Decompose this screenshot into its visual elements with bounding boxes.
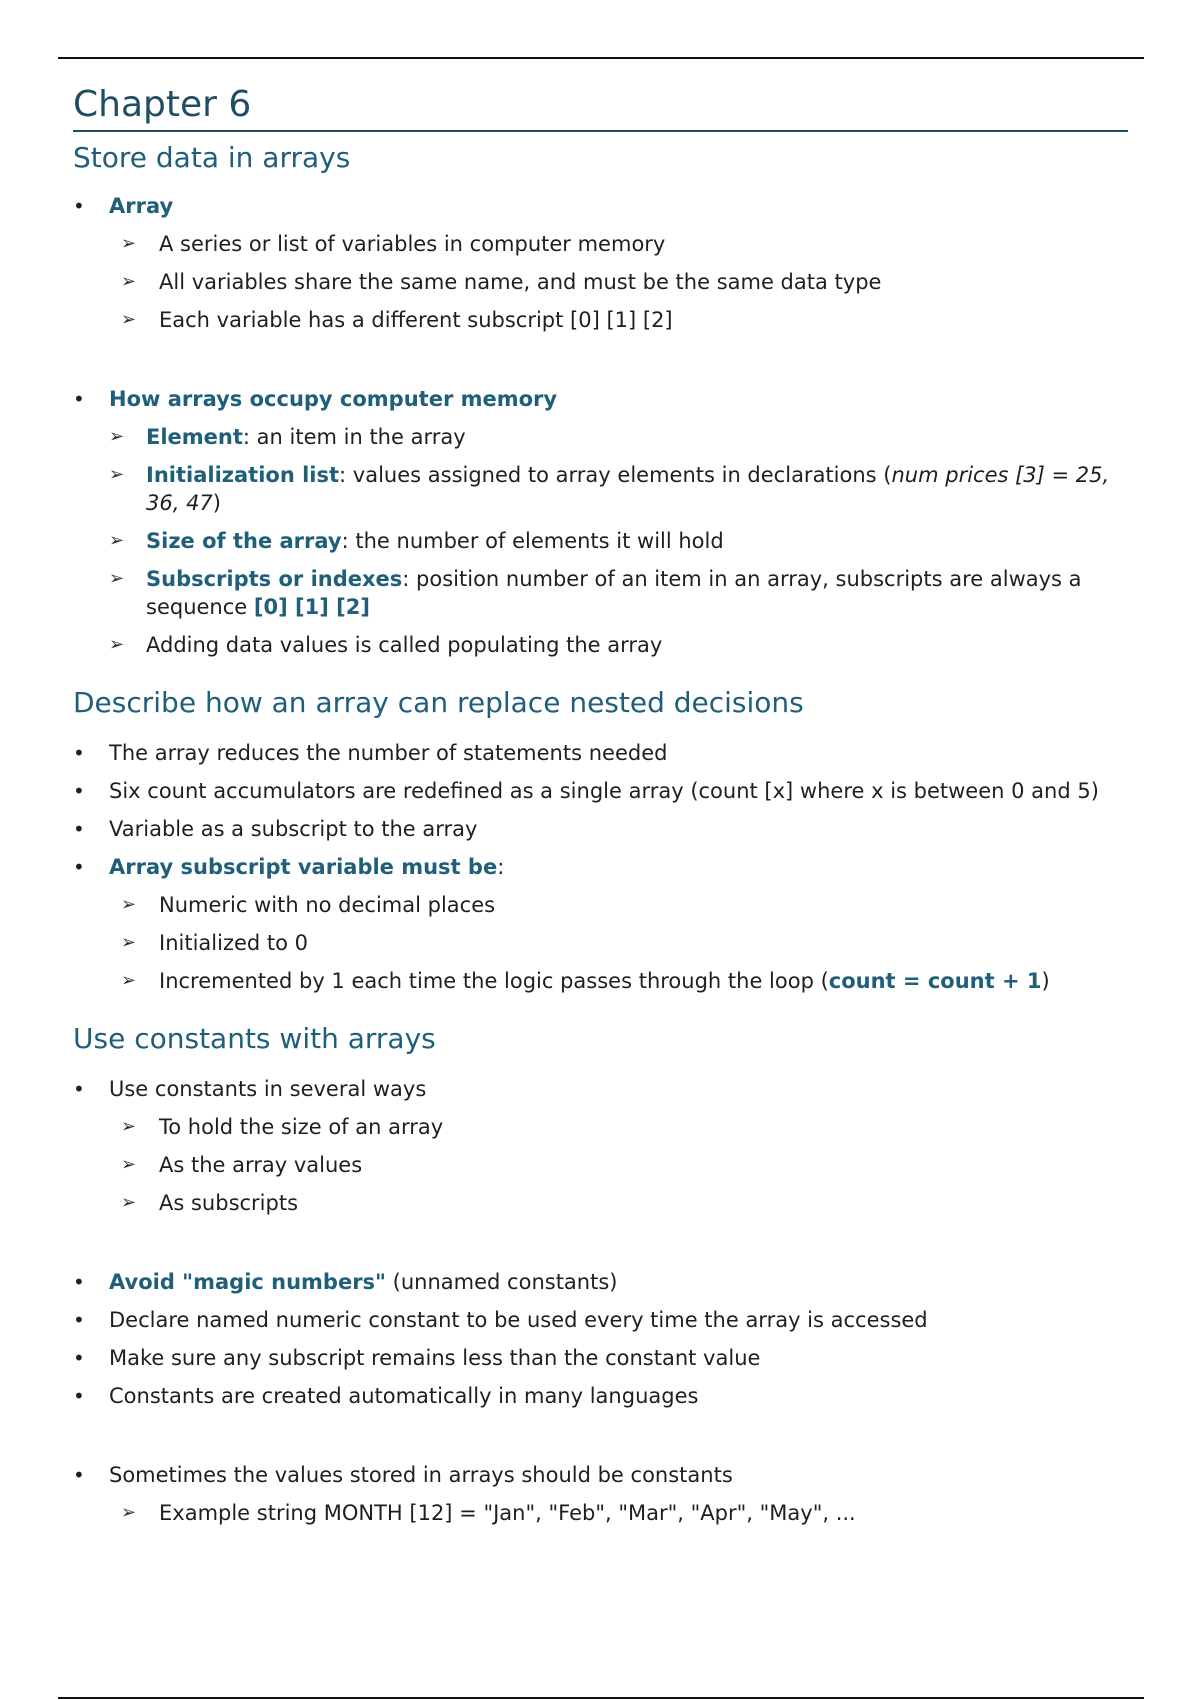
ways-text: Use constants in several ways bbox=[109, 1077, 427, 1101]
sometimes-list bbox=[73, 1461, 1128, 1489]
nested-item-3 bbox=[73, 815, 1128, 843]
must-colon: : bbox=[497, 855, 505, 879]
must-item-3 bbox=[73, 967, 1128, 995]
example-text: Example string MONTH [12] = "Jan", "Feb", "Mar", "Apr", "May", ... bbox=[159, 1501, 856, 1525]
term-subscripts: Subscripts or indexes bbox=[146, 567, 403, 591]
term-element: Element bbox=[146, 425, 243, 449]
arrow-bullet-icon: ➢ bbox=[121, 271, 137, 292]
magic-list bbox=[73, 1268, 1128, 1410]
must-item-2-text: Initialized to 0 bbox=[159, 931, 309, 955]
arrow-bullet-icon: ➢ bbox=[121, 233, 137, 254]
populate-text: Adding data values is called populating the array bbox=[146, 633, 663, 657]
example-sublist bbox=[73, 1499, 1128, 1527]
init-close: ) bbox=[212, 491, 221, 515]
nested-item-2-text: Six count accumulators are redefined as a single array (count [x] where x is between 0 and 5) bbox=[109, 779, 1099, 803]
array-item-3-text: Each variable has a different subscript [0] [1] [2] bbox=[159, 308, 673, 332]
nested-item-3-text: Variable as a subscript to the array bbox=[109, 817, 478, 841]
subscripts-text: : position number of an item in an array, subscripts are always a sequence bbox=[146, 567, 1082, 619]
must-item-2 bbox=[73, 929, 1128, 957]
chapter-title: Chapter 6 bbox=[73, 80, 1128, 132]
size-text: : the number of elements it will hold bbox=[341, 529, 724, 553]
must-item-1 bbox=[73, 891, 1128, 919]
arrow-bullet-icon: ➢ bbox=[121, 309, 137, 330]
arrow-bullet-icon: ➢ bbox=[109, 634, 125, 655]
nested-item-1 bbox=[73, 739, 1128, 767]
more-item-3 bbox=[73, 1382, 1128, 1410]
memory-size bbox=[73, 527, 1128, 555]
memory-sublist bbox=[73, 423, 1128, 659]
top-rule bbox=[58, 57, 1144, 59]
magic-text: (unnamed constants) bbox=[386, 1270, 618, 1294]
ways-item-1 bbox=[73, 1113, 1128, 1141]
arrow-bullet-icon: ➢ bbox=[109, 530, 125, 551]
arrow-bullet-icon: ➢ bbox=[121, 1192, 137, 1213]
nested-item-2 bbox=[73, 777, 1128, 805]
arrow-bullet-icon: ➢ bbox=[121, 894, 137, 915]
arrow-bullet-icon: ➢ bbox=[109, 568, 125, 589]
document-page bbox=[73, 80, 1128, 1527]
sometimes-text: Sometimes the values stored in arrays should be constants bbox=[109, 1463, 733, 1487]
init-example: num prices [3] = 25, 36, 47 bbox=[146, 463, 1110, 515]
term-init: Initialization list bbox=[146, 463, 340, 487]
sometimes-item bbox=[73, 1461, 1128, 1489]
must-sublist bbox=[73, 891, 1128, 995]
arrow-bullet-icon: ➢ bbox=[121, 970, 137, 991]
memory-init bbox=[73, 461, 1128, 517]
ways-item-3 bbox=[73, 1189, 1128, 1217]
nested-item-1-text: The array reduces the number of statements needed bbox=[109, 741, 668, 765]
more-item-2-text: Make sure any subscript remains less than the constant value bbox=[109, 1346, 761, 1370]
memory-element bbox=[73, 423, 1128, 451]
arrow-bullet-icon: ➢ bbox=[121, 1502, 137, 1523]
magic-item bbox=[73, 1268, 1128, 1296]
nested-list bbox=[73, 739, 1128, 881]
must-item-1-text: Numeric with no decimal places bbox=[159, 893, 496, 917]
element-text: : an item in the array bbox=[242, 425, 466, 449]
bullet-array bbox=[73, 192, 1128, 220]
term-array: Array bbox=[109, 194, 174, 218]
array-item-3 bbox=[73, 306, 1128, 334]
more-item-2 bbox=[73, 1344, 1128, 1372]
term-must-be: Array subscript variable must be bbox=[109, 855, 498, 879]
arrow-bullet-icon: ➢ bbox=[109, 464, 125, 485]
bottom-rule bbox=[58, 1697, 1144, 1699]
ways-item-2 bbox=[73, 1151, 1128, 1179]
more-item-1-text: Declare named numeric constant to be used every time the array is accessed bbox=[109, 1308, 928, 1332]
example-item bbox=[73, 1499, 1128, 1527]
more-item-3-text: Constants are created automatically in many languages bbox=[109, 1384, 699, 1408]
ways-sublist bbox=[73, 1113, 1128, 1217]
more-item-1 bbox=[73, 1306, 1128, 1334]
nested-item-must bbox=[73, 853, 1128, 881]
term-magic-numbers: Avoid "magic numbers" bbox=[109, 1270, 386, 1294]
ways-item-1-text: To hold the size of an array bbox=[159, 1115, 444, 1139]
term-size: Size of the array bbox=[146, 529, 342, 553]
ways-item-2-text: As the array values bbox=[159, 1153, 363, 1177]
constants-list bbox=[73, 1075, 1128, 1103]
section-title-constants: Use constants with arrays bbox=[73, 1022, 436, 1055]
array-sublist bbox=[73, 230, 1128, 334]
increment-code: count = count + 1 bbox=[828, 969, 1042, 993]
init-text: : values assigned to array elements in declarations ( bbox=[339, 463, 892, 487]
arrow-bullet-icon: ➢ bbox=[121, 1154, 137, 1175]
section-title-nested-decisions: Describe how an array can replace nested decisions bbox=[73, 686, 804, 719]
section-store-data-list bbox=[73, 192, 1128, 220]
array-item-2-text: All variables share the same name, and must be the same data type bbox=[159, 270, 882, 294]
array-item-1-text: A series or list of variables in computer memory bbox=[159, 232, 666, 256]
memory-subscripts bbox=[73, 565, 1128, 621]
increment-close: ) bbox=[1041, 969, 1050, 993]
array-item-1 bbox=[73, 230, 1128, 258]
arrow-bullet-icon: ➢ bbox=[109, 426, 125, 447]
subscripts-sequence: [0] [1] [2] bbox=[253, 595, 370, 619]
constants-ways bbox=[73, 1075, 1128, 1103]
arrow-bullet-icon: ➢ bbox=[121, 1116, 137, 1137]
memory-populate bbox=[73, 631, 1128, 659]
bullet-memory bbox=[73, 385, 1128, 413]
term-memory: How arrays occupy computer memory bbox=[109, 387, 558, 411]
memory-list bbox=[73, 385, 1128, 413]
ways-item-3-text: As subscripts bbox=[159, 1191, 299, 1215]
arrow-bullet-icon: ➢ bbox=[121, 932, 137, 953]
array-item-2 bbox=[73, 268, 1128, 296]
increment-text: Incremented by 1 each time the logic passes through the loop ( bbox=[159, 969, 829, 993]
section-title-store-data: Store data in arrays bbox=[73, 141, 351, 174]
